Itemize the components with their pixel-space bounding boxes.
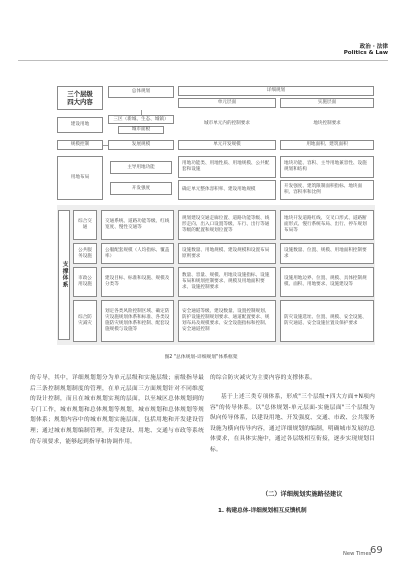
overall-plan-header: 总体规划 [108,86,174,98]
plot-scale: 用地面积、建筑面积 [280,140,374,150]
section-heading: （二）详细规划实施路径建议 [262,491,343,498]
row-label-land: 建设用地 [57,117,103,133]
support-row-plot: 地块开发道路红线、交叉口形式、道路断面形式、慢行系统布局、出行、停车规划布局等 [280,210,374,240]
body-text-right-top: 的综合防灾减灾为主要内容的支撑体系。 [210,375,316,381]
row-label-layout: 用地布局 [57,156,103,200]
body-text-right: 基于上述三类专项体系，形成"三个层级+四大方面+N项内容"的传导体系。以"总体规划-单元层面-实施层面"三个层级为纵向传导体系，以建设用地、开发强度、交通、市政、公共服务设施为横向传导内容，通过详细规划的编制，明确城市发展的总体要求，在具体实施中，通过各层级相互衔接，逐步实现规划目标。 [210,394,375,453]
support-row-unit: 安全通道等级、建设数量、设置控制规划、防护设施控制规划要求、通道配置要求、规划布局及规模要求、安全设施指标和控制、安全通道控制 [178,300,276,342]
section-title-cn: 政治 · 法律 [359,44,388,50]
support-row-plot: 设施用地边界、位置、规模、具体控制规模、面积、用地要求、设施建设等 [280,267,374,297]
layout-intensity: 开发强度 [110,182,172,195]
connector [103,145,108,146]
support-row-overall: 交通系统、道路功能等级、红线宽度、慢性交通等 [101,210,174,240]
sub-heading: 1. 构建总体-详细规划相互反馈机制 [218,508,307,514]
layout-intensity-unit: 确定单元整体容积率、建设用地规模 [178,180,276,200]
layout-main-function: 主导用地功能 [110,161,172,174]
footer-publication: New Times [343,551,372,557]
support-row-overall: 公服配套规模（人均指标、覆盖率） [101,243,174,264]
support-row-overall: 建设目标、标准和设施、规模及分类等 [101,267,174,297]
support-row-name: 综合交通 [73,210,97,240]
row-label-scale: 规模控制 [57,140,103,150]
mgmt-units: 三区（新城、生态、城镇） [108,115,174,124]
page-number: 69 [370,545,383,556]
header-rule [18,60,388,61]
support-row-name: 市政公用设施 [73,267,97,297]
detail-plan-header: 详细规划 [178,86,374,96]
body-text-left: 的专导，其中，详细规划划分为单元层级和实施层级；前级指导最后三条控制规划制度的管理，在单元层面三方面规划针对不同维度的设计控制，而且在城市规划实现的层面，以至城区总体规划到的专门工作，城市规划和总体规划等规划，城市规划和总体规划等规划体系；规划内容中的城市规划实施层面，包括用地和开发建设管理；通过城市规划编制管理，开发建设、用地、交通与市政等系统的专项要求，能够起到指导和协调作用。 [30,375,204,445]
plot-control-text: 地块控制要求 [313,121,341,126]
support-row-unit: 设施数量、用地规模、建设规模和设置布局原则要求 [178,243,276,264]
support-row-overall: 划定各类风险控制区域、确定防灾设施规划体系和标准、各类设施防灾规划体系和控制、配套设施规模与设施等 [101,300,174,342]
unit-level-header: 单元层面 [178,98,276,108]
support-row-unit: 数量、容量、规模、用地及设施指标、设施布局和规划控制要求、规模及用地面积要求、设施控制要求 [178,267,276,297]
support-row-plot: 设施数量、位置、规模、用地面积控制要求 [280,243,374,264]
section-title-en: Politics & Law [343,50,388,56]
layout-main-plot: 地块功能、容积、主导用地兼容性、设施规划和结构 [280,156,374,178]
dev-scale: 发展规模 [108,140,174,150]
city-panel: 城市面板 [118,126,164,134]
diagram-title: 三个层级 四大内容 [57,86,103,110]
support-system-label: 支撑体系 [58,210,70,340]
unit-control-text: 城市单元内的控制要求 [204,121,250,126]
support-row-unit: 规划建设交通走廊位置、道路功能等级、线形走向、出入口设置等级、车行、出行等通等级的配置和规划位置等 [178,210,276,240]
layout-main-unit: 用地功能类、用地性质、用地规模、公共配套和设施 [178,156,276,178]
unit-scale: 单元开发规模 [178,140,276,150]
figure-caption: 图2 "总体规划-详细规划"体系框架 [164,355,238,360]
support-row-name: 公共服务设施 [73,243,97,264]
support-row-plot: 防灾设施选址、位置、规模、安全设施、防灾通道、安全设施位置及保护要求 [280,300,374,342]
layout-intensity-plot: 开发强度、建筑限制面积指标、地块面积、容积率和比例 [280,180,374,200]
implement-level-header: 实施层面 [280,98,374,108]
support-row-name: 综合防灾减灾 [73,300,97,342]
